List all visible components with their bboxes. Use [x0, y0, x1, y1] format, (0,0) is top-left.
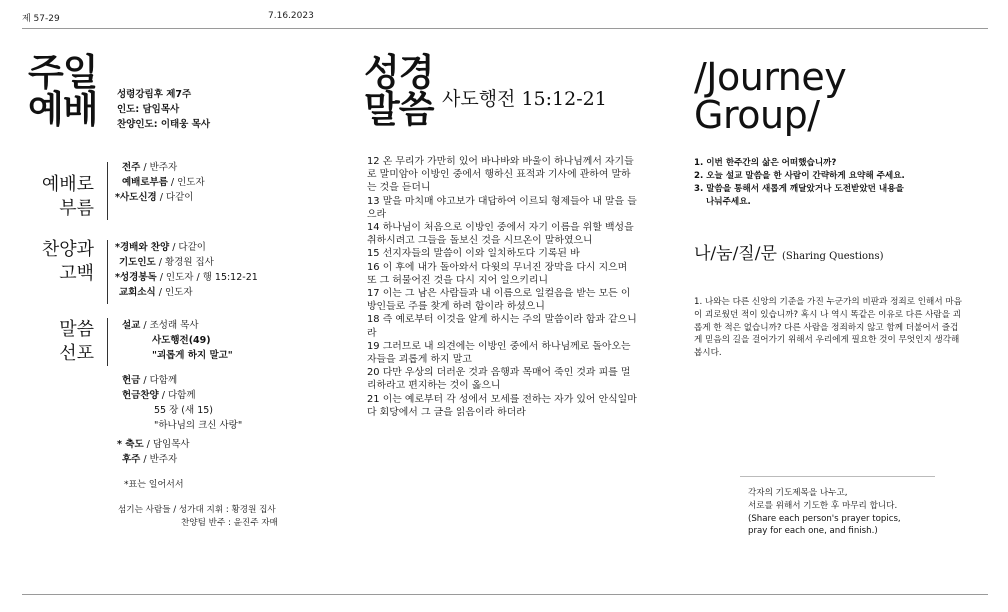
order-item — [122, 373, 242, 388]
closing-line: pray for each one, and finish.) — [748, 526, 878, 537]
worship-info-line: 성령강림후 제7주 — [117, 89, 192, 100]
order-item-title: * 축도 — [117, 439, 144, 450]
order-item — [122, 388, 242, 403]
closing-line: 각자의 기도제목을 나누고, — [748, 488, 848, 498]
worship-info — [117, 87, 210, 132]
order-item-title: 후주 — [122, 454, 141, 465]
section-label-line: 선포 — [59, 343, 94, 364]
order-item — [122, 318, 233, 333]
order-item-leader: / 인도자 — [155, 287, 193, 298]
top-divider — [22, 28, 988, 29]
order-item — [117, 437, 190, 452]
order-item — [115, 270, 258, 285]
closing-line: (Share each person's prayer topics, — [748, 513, 901, 524]
order-item-title: "괴롭게 하지 말고" — [152, 350, 233, 361]
order-item-leader: / 조성래 목사 — [140, 320, 199, 331]
scripture-verses — [367, 155, 637, 419]
order-list-praise — [115, 240, 258, 300]
verse: 19 그러므로 내 의견에는 이방인 중에서 하나님께로 돌아오는 자들을 괴롭게 하지 말고 — [367, 340, 631, 366]
journey-questions — [694, 157, 905, 209]
order-item — [117, 452, 190, 467]
order-item-leader: / 다같이 — [169, 242, 206, 253]
scripture-title-line2: 말씀 — [364, 88, 434, 131]
worship-title — [28, 51, 98, 131]
order-item-leader: / 황경원 집사 — [155, 257, 214, 268]
verse: 14 하나님이 처음으로 이방인 중에서 자기 이름을 위할 백성을 취하시려고 그들을 돌보신 것을 시므온이 말하였으니 — [367, 222, 634, 247]
verse: 13 말을 마치매 야고보가 대답하여 이르되 형제들아 내 말을 들으라 — [367, 195, 637, 220]
order-item — [118, 175, 205, 190]
hymn-number-text: 55 장 (새 15) — [154, 405, 214, 416]
order-item-leader: / 반주자 — [140, 454, 178, 465]
hymn-number — [122, 403, 242, 418]
order-item-leader: / 다함께 — [158, 390, 196, 401]
worship-info-line: 인도: 담임목사 — [117, 104, 180, 115]
worship-title-line1: 주일 — [28, 51, 98, 94]
order-item-title: 설교 — [122, 320, 141, 331]
order-item-title: 예배로부름 — [122, 177, 168, 188]
scripture-title — [364, 51, 434, 131]
order-item — [115, 190, 205, 205]
sermon-book — [122, 333, 233, 348]
order-item-title: *성경봉독 — [115, 272, 157, 283]
section-label-line: 부름 — [59, 198, 94, 219]
order-item-title: 기도인도 — [119, 257, 156, 268]
journey-title-line1: /Journey — [694, 55, 847, 99]
order-list-closing — [117, 437, 190, 467]
closing-line: 서로를 위해서 기도한 후 마무리 합니다. — [748, 500, 898, 511]
hymn-title-text: "하나님의 크신 사랑" — [154, 420, 243, 431]
servers-line2: 찬양팀 반주 : 윤진주 자매 — [181, 518, 278, 528]
section-label-line: 말씀 — [59, 319, 94, 340]
closing-instructions — [748, 487, 901, 538]
section-label-line: 예배로 — [41, 174, 94, 195]
section-divider — [107, 240, 108, 304]
section-label-call-to-worship — [20, 173, 94, 221]
order-item-title: 전주 — [122, 162, 141, 173]
bottom-divider — [22, 594, 988, 595]
sharing-question: 1. 나와는 다른 신앙의 기준을 가진 누군가의 비판과 정죄로 인해서 마음이 괴로웠던 적이 있습니까? 혹시 나 역시 똑같은 이유로 다른 사람을 괴롭게 한 적은 없습니까? 다른 사람을 정죄하지 않고 함께 더불어서 즐겁게 믿음의 길을 걸어가기 위해서 우리에게 필요한 것이 무엇인지 생각해 봅시다. — [694, 297, 962, 359]
order-item-leader: / 반주자 — [140, 162, 178, 173]
scripture-reference: 사도행전 15:12-21 — [442, 88, 607, 110]
issue-date: 7.16.2023 — [268, 11, 314, 21]
verse: 20 다만 우상의 더러운 것과 음행과 목매어 죽인 것과 피를 멀리하라고 편지하는 것이 옳으니 — [367, 367, 631, 392]
section-label-sermon — [20, 318, 94, 366]
journey-question: 1. 이번 한주간의 삶은 어떠했습니까? — [694, 158, 837, 168]
worship-title-line2: 예배 — [28, 88, 98, 131]
closing-divider — [740, 476, 935, 477]
order-list-sermon — [122, 318, 233, 363]
journey-question: 2. 오늘 설교 말씀을 한 사람이 간략하게 요약해 주세요. — [694, 171, 905, 181]
order-item — [115, 285, 258, 300]
hymn-title — [122, 418, 242, 433]
sharing-subtitle: (Sharing Questions) — [781, 251, 884, 262]
section-label-praise — [20, 238, 94, 286]
order-list-call — [115, 160, 205, 205]
order-item — [115, 240, 258, 255]
order-item-title: *경배와 찬양 — [115, 242, 170, 253]
order-item-title: 사도행전(49) — [152, 335, 211, 346]
sharing-heading — [694, 239, 884, 264]
sermon-title — [122, 348, 233, 363]
order-item-leader: / 다함께 — [140, 375, 178, 386]
verse: 16 이 후에 내가 돌아와서 다윗의 무너진 장막을 다시 지으며 또 그 허물어진 것을 다시 지어 일으키리니 — [367, 261, 628, 286]
section-label-line: 찬양과 — [41, 239, 94, 260]
journey-question: 3. 말씀을 통해서 새롭게 깨달았거나 도전받았던 내용을 — [694, 184, 904, 194]
section-divider — [107, 162, 108, 220]
verse: 12 온 무리가 가만히 있어 바나바와 바울이 하나님께서 자기들로 말미암아 이방인 중에서 행하신 표적과 기사에 관하여 말하는 것을 듣더니 — [367, 156, 634, 194]
verse: 17 이는 그 남은 사람들과 내 이름으로 일컬음을 받는 모든 이방인들로 주를 찾게 하려 함이라 하셨으니 — [367, 288, 631, 313]
order-item-leader: / 인도자 / 행 15:12-21 — [156, 272, 258, 283]
order-item-title: 헌금찬양 — [122, 390, 159, 401]
issue-number: 제 57-29 — [22, 14, 60, 24]
order-item-leader: / 인도자 — [167, 177, 205, 188]
journey-title — [694, 55, 847, 137]
section-label-line: 고백 — [59, 263, 94, 284]
verse: 15 선지자들의 말씀이 이와 일치하도다 기록된 바 — [367, 248, 580, 260]
order-item-leader: / 담임목사 — [143, 439, 190, 450]
standing-note: *표는 일어서서 — [124, 480, 184, 490]
servers-line1: 섬기는 사람들 / 성가대 지휘 : 황경원 집사 — [118, 505, 276, 515]
journey-question: 나눠주세요. — [706, 197, 751, 207]
order-item — [115, 255, 258, 270]
order-item-title: 교회소식 — [119, 287, 156, 298]
order-item-leader: / 다같이 — [156, 192, 194, 203]
journey-title-line2: Group/ — [694, 93, 820, 137]
sharing-title: 나/눔/질/문 — [694, 244, 777, 264]
order-item-title: *사도신경 — [115, 192, 157, 203]
section-divider — [107, 318, 108, 366]
order-item — [118, 160, 205, 175]
order-item-title: 헌금 — [122, 375, 141, 386]
order-list-offering — [122, 373, 242, 433]
verse: 21 이는 예로부터 각 성에서 모세를 전하는 자가 있어 안식일마다 회당에서 그 글을 읽음이라 하더라 — [367, 393, 637, 418]
verse: 18 즉 예로부터 이것을 알게 하시는 주의 말씀이라 함과 같으니라 — [367, 314, 637, 339]
scripture-title-line1: 성경 — [364, 51, 434, 94]
worship-info-line: 찬양인도: 이태웅 목사 — [117, 119, 211, 130]
